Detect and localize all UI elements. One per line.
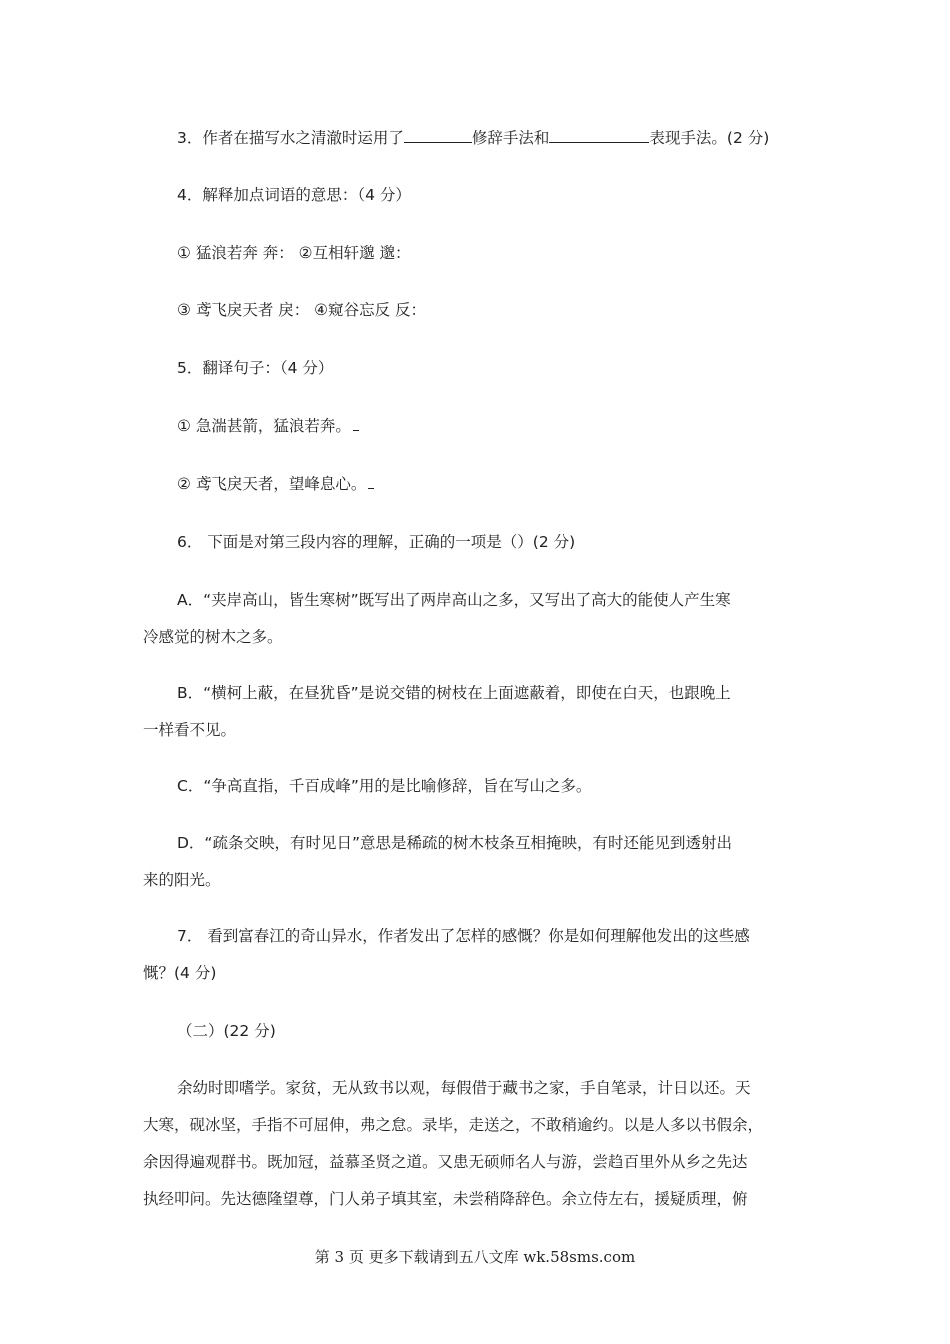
- question-4-row-2: ③ 鸢飞戾天者 戾： ④窥谷忘反 反：: [177, 301, 427, 319]
- sentence-text: ① 急湍甚箭，猛浪若奔。: [177, 417, 351, 435]
- option-b-line-1: B．“横柯上蔽，在昼犹昏”是说交错的树枝在上面遮蔽着，即使在白天，也跟晚上: [177, 684, 731, 702]
- page-footer: 第 3 页 更多下载请到五八文库 wk.58sms.com: [314, 1248, 636, 1266]
- option-c-line-1: C．“争高直指，千百成峰”用的是比喻修辞，旨在写山之多。: [177, 777, 592, 795]
- answer-blank[interactable]: [353, 416, 359, 431]
- option-b-line-2: 一样看不见。: [143, 721, 237, 739]
- answer-blank[interactable]: [368, 474, 374, 489]
- question-3-text-mid: 修辞手法和: [471, 129, 550, 147]
- question-3-text-start: 3．作者在描写水之清澈时运用了: [177, 129, 404, 147]
- option-a-line-1: A．“夹岸高山，皆生寒树”既写出了两岸高山之多，又写出了高大的能使人产生寒: [177, 591, 731, 609]
- question-4-row-1: ① 猛浪若奔 奔： ②互相轩邈 邈：: [177, 244, 411, 262]
- question-4-title: 4．解释加点词语的意思：（4 分）: [177, 186, 411, 204]
- question-5-title: 5．翻译句子：（4 分）: [177, 359, 334, 377]
- option-d-line-1: D．“疏条交映，有时见日”意思是稀疏的树木枝条互相掩映，有时还能见到透射出: [177, 834, 732, 852]
- section-2-heading: （二）(22 分): [177, 1022, 276, 1040]
- passage-line-3: 余因得遍观群书。既加冠，益慕圣贤之道。又患无硕师名人与游，尝趋百里外从乡之先达: [143, 1153, 748, 1171]
- passage-line-4: 执经叩问。先达德隆望尊，门人弟子填其室，未尝稍降辞色。余立侍左右，援疑质理，俯: [143, 1190, 748, 1208]
- question-3: [177, 128, 769, 148]
- question-5-sentence-2: [177, 474, 374, 494]
- option-a-line-2: 冷感觉的树木之多。: [143, 628, 283, 646]
- sentence-text: ② 鸢飞戾天者，望峰息心。: [177, 475, 367, 493]
- passage-line-2: 大寒，砚冰坚，手指不可屈伸，弗之怠。录毕，走送之，不敢稍逾约。以是人多以书假余，: [143, 1116, 764, 1134]
- option-d-line-2: 来的阳光。: [143, 871, 221, 889]
- question-5-sentence-1: [177, 416, 359, 436]
- question-3-text-end: 表现手法。(2 分): [649, 129, 770, 147]
- passage-line-1: 余幼时即嗜学。家贫，无从致书以观，每假借于藏书之家，手自笔录，计日以还。天: [177, 1079, 751, 1097]
- answer-blank[interactable]: [549, 128, 649, 143]
- question-7-line-2: 慨？(4 分): [143, 964, 217, 982]
- answer-blank[interactable]: [404, 128, 472, 143]
- question-6-title: 6． 下面是对第三段内容的理解，正确的一项是（）(2 分): [177, 533, 576, 551]
- question-7-line-1: 7． 看到富春江的奇山异水，作者发出了怎样的感慨？你是如何理解他发出的这些感: [177, 927, 750, 945]
